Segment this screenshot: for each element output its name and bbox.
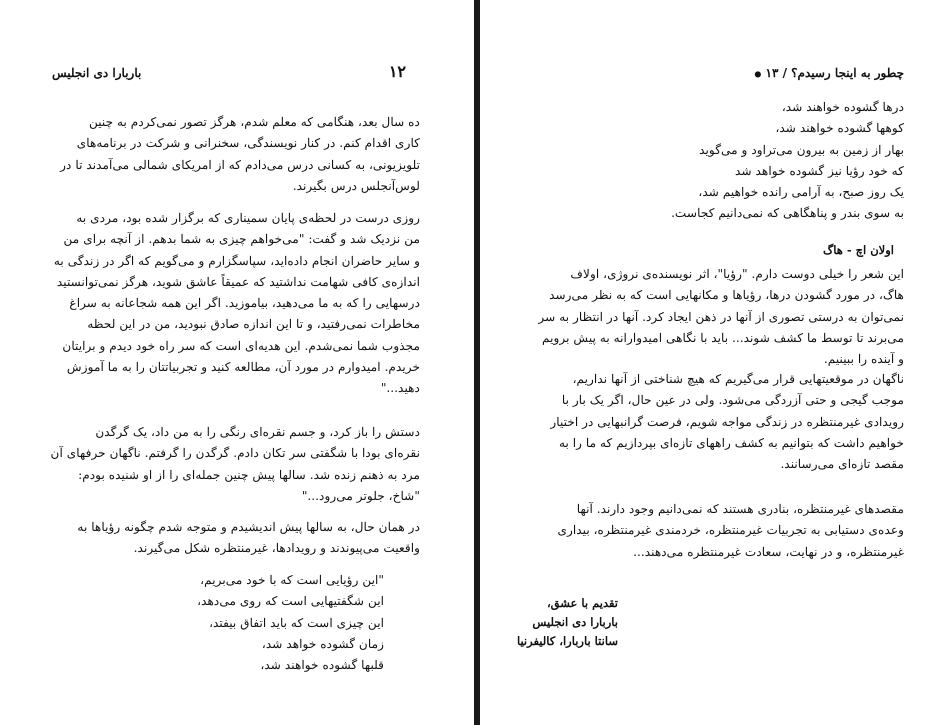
text-line: قلبها گشوده خواهند شد، (260, 658, 384, 673)
text-line: می‌برند تا توسط ما کشف شوند... باید با نگاهی امیدوارانه به پیش برویم (541, 330, 904, 345)
text-line: مجذوب شما نمی‌شدم. این هدیه‌ای است که سر راه خود دیدم و برایتان (62, 338, 420, 353)
text-line: موجب گیجی و حتی آزردگی می‌شود. ولی در عین حال، اگر یک بار با (561, 393, 904, 408)
text-line: این شعر را خیلی دوست دارم. "رؤیا"، اثر نویسنده‌ی نروژی، اولاف (570, 267, 904, 281)
running-header: باربارا دی انجلیس (52, 66, 142, 80)
text-line: "این رؤیایی است که با خود می‌بریم، (200, 573, 384, 587)
text-line: تلویزیونی، به کسانی درس می‌دادم که از امریکای شمالی می‌آمدند تا در (60, 157, 420, 172)
text-line: مرد به ذهنم زنده شد. سالها پیش چنین جمله‌ای را از او شنیده بودم: (78, 467, 420, 482)
text-line: زمان گشوده خواهد شد، (261, 636, 384, 651)
text-line: بهار از زمین به بیرون می‌تراود و می‌گوید (699, 142, 904, 157)
running-header (754, 66, 904, 80)
text-line: رویدادی غیرمنتظره در زندگی مواجه شویم، فرصت گرانبهایی در اختیار (550, 414, 904, 429)
paragraph (52, 208, 420, 400)
bullet-icon: ● (754, 68, 762, 79)
text-line: مقصدهای غیرمنتظره، بنادری هستند که نمی‌دانیم وجود دارند. آنها (576, 502, 904, 516)
text-line: غیرمنتظره، و در نهایت، سعادت غیرمنتظره می‌دهند... (633, 544, 904, 559)
book-spine (474, 0, 480, 725)
text-line: تقدیم با عشق، (546, 596, 618, 610)
text-line: به سوی بندر و پناهگاهی که نمی‌دانیم کجاست. (671, 206, 904, 221)
text-line: درها گشوده خواهند شد، (781, 100, 904, 114)
text-line: سانتا باربارا، کالیفرنیا (516, 634, 618, 648)
text-line: دستش را باز کرد، و جسم نقره‌ای رنگی را به من داد، یک گرگدن (95, 425, 420, 439)
dedication (498, 594, 618, 651)
text-line: روزی درست در لحظه‌ی پایان سمیناری که برگزار شده بود، مردی به (76, 211, 420, 225)
paragraph (52, 422, 420, 507)
text-line: هاگ، در مورد گشودن درها، رؤیاها و مکانهایی است که به نظر می‌رسد (549, 288, 904, 303)
poem (84, 570, 384, 676)
page-number: ۱۲ (388, 62, 406, 81)
right-page (484, 0, 952, 725)
text-line: این شگفتیهایی است که روی می‌دهد، (197, 594, 384, 609)
text-line: "شاخ، جلوتر می‌رود..." (301, 488, 420, 503)
text-line: لوس‌آنجلس درس بگیرند. (292, 178, 420, 193)
paragraph (52, 517, 420, 560)
text-line: یک روز صبح، به آرامی رانده خواهیم شد، (698, 185, 904, 200)
text-line: کاری اقدام کنم. در کنار نویسندگی، سخنرانی و شرکت در برنامه‌های (76, 136, 420, 151)
text-line: و آینده را ببینیم. (823, 352, 904, 367)
left-page (0, 0, 474, 725)
text-line: مقصد تازه‌ای می‌رسانند. (780, 457, 904, 472)
text-line: که خود رؤیا نیز گشوده خواهد شد (735, 163, 904, 178)
text-line: ناگهان در موقعیتهایی قرار می‌گیریم که هیچ شناختی از آنها نداریم، (572, 372, 904, 386)
text-line: در همان حال، به سالها پیش اندیشیدم و متوجه شدم چگونه رؤیاها به (77, 520, 420, 534)
text-line: من نزدیک شد و گفت: "می‌خواهم چیزی به شما بدهم. از آنچه برای من (63, 232, 420, 247)
text-line: این چیزی است که باید اتفاق بیفتد، (209, 615, 384, 630)
paragraph (536, 264, 904, 370)
poem (604, 97, 904, 225)
paragraph (536, 369, 904, 475)
text-line: مخاطرات نمی‌رفتید، و تا این اندازه صادق نبودید، من در این لحظه (87, 317, 420, 332)
text-line: اندازه‌ی کافی شهامت نداشتید که عمیقاً عاشق شوید، هرگز نمی‌توانستید (56, 274, 420, 289)
poem-attribution: اولان اچ - هاگ (822, 243, 894, 257)
text-line: نمی‌توان به درستی تصوری از آنها در ذهن ایجاد کرد. آنها در انتظار به سر (538, 309, 904, 324)
text-line: باربارا دی انجلیس (532, 615, 618, 629)
text-line: و سایر حاضران انجام داده‌اید، سپاسگزارم و می‌گویم که اگر در زندگی به (53, 253, 420, 268)
running-header-title: چطور به اینجا رسیدم؟ / ۱۳ (765, 66, 904, 80)
text-line: کوهها گشوده خواهند شد، (775, 121, 904, 136)
text-line: خواهیم داشت که بتوانیم به کشف راههای تازه‌ای بپردازیم که ما را به (558, 435, 904, 450)
paragraph (536, 499, 904, 563)
text-line: درسهایی را که به ما می‌دهید، بیاموزید. اگر این همه شجاعانه به سراغ (69, 296, 420, 311)
text-line: خریدم. امیدوارم در مورد آن، مطالعه کنید و تجربیاتتان را به ما آموزش (66, 360, 420, 375)
text-line: دهید..." (380, 381, 420, 396)
paragraph (52, 112, 420, 197)
text-line: واقعیت می‌پیوندند و رویدادها، غیرمنتظره شکل می‌گیرند. (133, 541, 420, 556)
text-line: ده سال بعد، هنگامی که معلم شدم، هرگز تصور نمی‌کردم به چنین (88, 115, 420, 129)
text-line: وعده‌ی دستیابی به تجربیات غیرمنتظره، خردمندی غیرمنتظره، بیداری (557, 523, 904, 538)
text-line: نقره‌ای بودا با شگفتی سر تکان دادم. گرگدن را گرفتم. ناگهان حرفهای آن (50, 446, 420, 461)
